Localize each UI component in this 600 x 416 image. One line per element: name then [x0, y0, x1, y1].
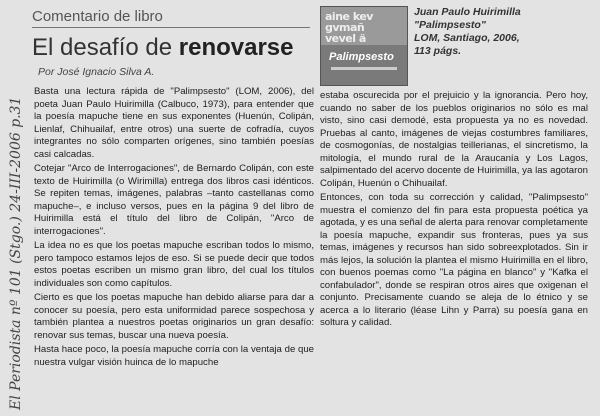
article-column-left: [34, 86, 314, 371]
book-cover-image: [320, 6, 408, 86]
paragraph: Hasta hace poco, la poesía mapuche corría con la ventaja de que nuestra vulgar visión huinca de lo mapuche: [34, 344, 314, 368]
headline-bold: renovarse: [178, 34, 294, 61]
article-column-right: [320, 90, 588, 332]
paragraph: La idea no es que los poetas mapuche escriban todos lo mismo, pero tampoco estamos lejos de eso. Si se puede decir que todos estos poetas escriben un mismo gran libro, del cual los títulos individuales son como capítulos.: [34, 240, 314, 289]
book-pages: 113 págs.: [414, 45, 462, 57]
book-cover-stripe: [331, 67, 397, 70]
paragraph: Basta una lectura rápida de "Palimpsesto" (LOM, 2006), del poeta Juan Paulo Huirimilla (Calbuco, 1973), para entender que la poesía mapuche tiene en sus exponentes (Huenún, Colipán, Lienlaf, Chihuailaf, entre otros) una suerte de cofradía, cuyos integrantes no sólo comparten orígenes, sino también poesías casi calcadas.: [34, 86, 314, 160]
byline: Por José Ignacio Silva A.: [38, 66, 155, 78]
headline: [32, 34, 294, 62]
section-label: Comentario de libro: [32, 8, 310, 28]
paragraph: Entonces, con toda su corrección y calidad, "Palimpsesto" muestra el comienzo del fin para esta propuesta poética ya agotada, y es una señal de alerta para renovar completamente la poesía mapuche, expandir sus fronteras, pues ya sus temas, imágenes y recursos han sido sobreexplotados. Sin ir más lejos, la solución la plantea el mismo Huirimilla en el libro, con buenos poemas como "La página en blanco" y "Kafka el confabulador", donde se respiran otros aires que oxigenan el conjunto. Precisamente cuando se aleja de lo étnico y se acerca a lo literario (léase Lihn y Parra) su poesía gana en soltura y calidad.: [320, 192, 588, 328]
book-cover-deco-line: gvmañ: [325, 21, 365, 34]
book-author: Juan Paulo Huirimilla: [414, 6, 521, 18]
book-title: "Palimpsesto": [414, 19, 486, 31]
book-publisher: LOM, Santiago, 2006,: [414, 32, 520, 44]
book-cover-deco-line: vevel ä: [325, 32, 366, 45]
book-cover-deco-line: aine kev: [325, 10, 373, 23]
paragraph: Cierto es que los poetas mapuche han debido aliarse para dar a conocer su poesía, pero esta uniformidad parece sospechosa y también plantea a nuestros poetas originarios un gran desafío: renovar sus temas, buscar una nueva poesía.: [34, 292, 314, 341]
book-info: [414, 6, 521, 58]
paragraph: Cotejar "Arco de Interrogaciones", de Bernardo Colipán, con este texto de Huirimilla (o Wirimilla) entrega dos libros casi idénticos. Se repiten temas, imágenes, palabras –tanto castellanas como mapuche–, e incluso versos, pues en la página 9 del libro de Huirimilla está el título del libro de Colipán, "Arco de interrogaciones".: [34, 163, 314, 237]
handwritten-note: El Periodista nº 101 (Stgo.) 24-III-2006 p.31: [8, 96, 24, 410]
paragraph: estaba oscurecida por el prejuicio y la ignorancia. Pero hoy, cuando no saber de los pueblos originarios no sólo es mal visto, sino casi demodé, esta propuesta ya no es novedad. Pruebas al canto, imágenes de viejas costumbres familiares, de cosmogonías, de nostalgias teillerianas, el sincretismo, la mitología, el mundo rural de la Araucanía y Los Lagos, salpimentado del acervo docente de Huirimilla, ya las agotaron Colipán, Huenún o Chihuailaf.: [320, 90, 588, 189]
book-cover-title: Palimpsesto: [329, 51, 394, 63]
headline-prefix: El desafío de: [32, 34, 179, 61]
